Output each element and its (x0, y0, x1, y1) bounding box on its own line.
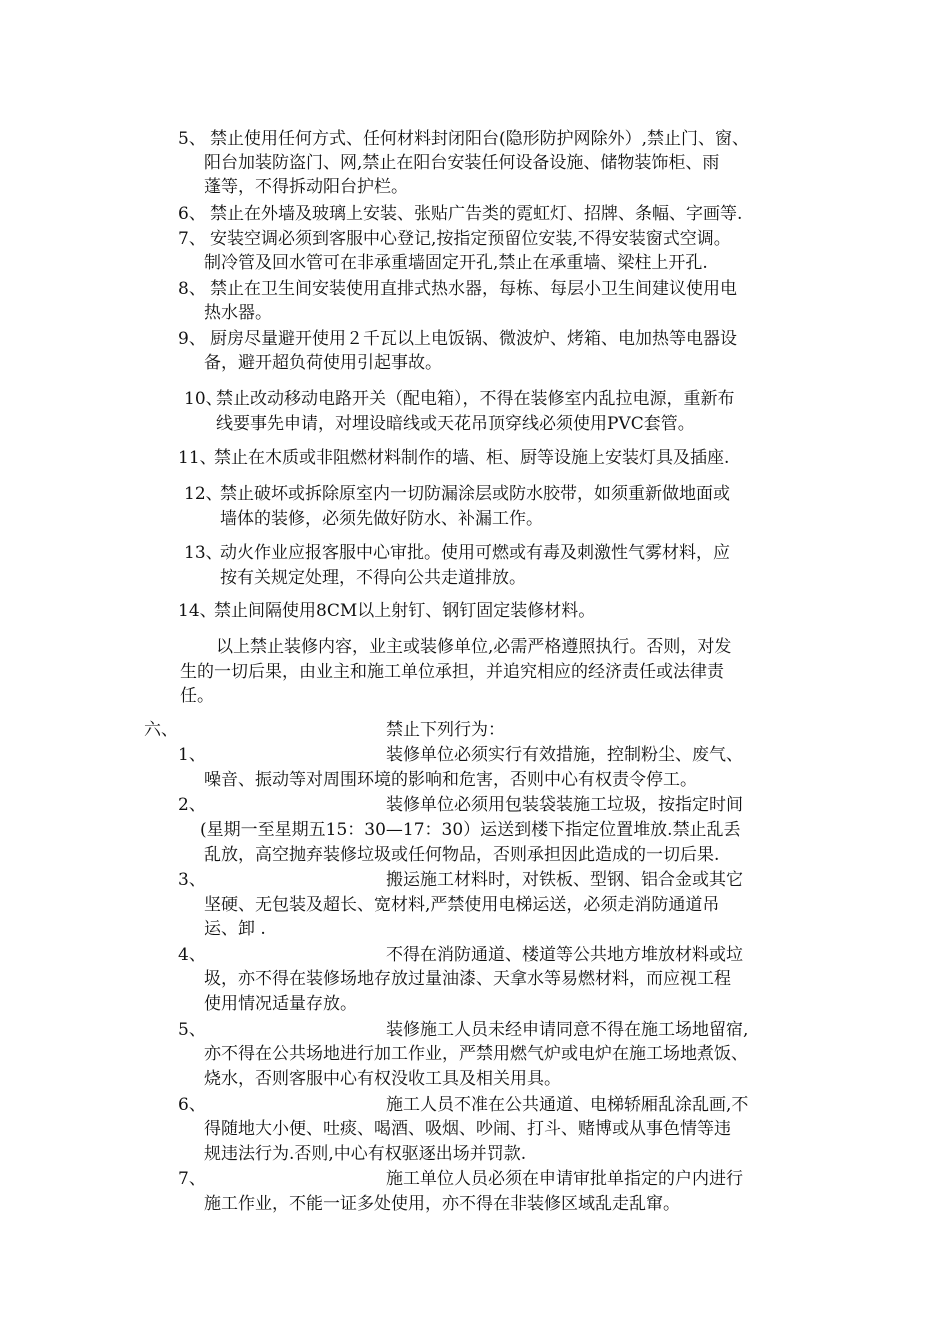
item-text-line: 墙体的装修，必须先做好防水、补漏工作。 (220, 509, 543, 529)
item-number: 3、 (178, 870, 206, 890)
item-text-line: 禁止破坏或拆除原室内一切防漏涂层或防水胶带，如须重新做地面或 (220, 484, 730, 504)
item-text-line: 禁止在木质或非阻燃材料制作的墙、柜、厨等设施上安装灯具及插座. (214, 448, 730, 468)
item-text-line: 禁止在外墙及玻璃上安装、张贴广告类的霓虹灯、招牌、条幅、字画等. (210, 204, 743, 224)
item-number: 5、 (178, 129, 206, 149)
item-text-line: 禁止改动移动电路开关（配电箱），不得在装修室内乱拉电源，重新布 (216, 389, 735, 409)
item-text-line: 禁止间隔使用8CM以上射钉、钢钉固定装修材料。 (214, 601, 596, 621)
item-number: 12、 (184, 484, 223, 504)
item-text-line: 不得在消防通道、楼道等公共地方堆放材料或垃 (386, 945, 743, 965)
item-text-line: 蓬等，不得拆动阳台护栏。 (204, 177, 408, 197)
item-text-line: 按有关规定处理，不得向公共走道排放。 (220, 568, 526, 588)
item-number: 5、 (178, 1020, 206, 1040)
item-number: 8、 (178, 279, 206, 299)
item-text-line: 禁止使用任何方式、任何材料封闭阳台(隐形防护网除外）,禁止门、窗、 (210, 129, 750, 149)
item-text-line: 乱放，高空抛弃装修垃圾或任何物品，否则承担因此造成的一切后果. (204, 845, 720, 865)
item-text-line: 制冷管及回水管可在非承重墙固定开孔,禁止在承重墙、梁柱上开孔. (204, 253, 708, 273)
item-text-line: 线要事先申请，对埋设暗线或天花吊顶穿线必须使用PVC套管。 (216, 414, 695, 434)
item-text-line: 厨房尽量避开使用２千瓦以上电饭锅、微波炉、烤箱、电加热等电器设 (210, 329, 737, 349)
item-text-line: 圾，亦不得在装修场地存放过量油漆、天拿水等易燃材料，而应视工程 (204, 969, 731, 989)
item-number: 2、 (178, 795, 206, 815)
item-text-line: 规违法行为.否则,中心有权驱逐出场并罚款. (204, 1144, 527, 1164)
paragraph-line: 生的一切后果，由业主和施工单位承担，并追究相应的经济责任或法律责 (180, 662, 724, 682)
item-text-line: 烧水，否则客服中心有权没收工具及相关用具。 (204, 1069, 561, 1089)
item-text-line: 装修单位必须用包装袋装施工垃圾，按指定时间 (386, 795, 743, 815)
item-text-line: 装修单位必须实行有效措施，控制粉尘、废气、 (386, 745, 743, 765)
item-text-line: 得随地大小便、吐痰、喝酒、吸烟、吵闹、打斗、赌博或从事色情等违 (204, 1119, 731, 1139)
item-number: 11、 (178, 448, 217, 468)
paragraph-line: 任。 (180, 686, 214, 706)
item-text-line: 施工人员不准在公共通道、电梯轿厢乱涂乱画,不 (386, 1095, 749, 1115)
item-text-line: 亦不得在公共场地进行加工作业，严禁用燃气炉或电炉在施工场地煮饭、 (204, 1044, 748, 1064)
item-number: 7、 (178, 229, 206, 249)
item-text-line: 使用情况适量存放。 (204, 994, 357, 1014)
section-title: 禁止下列行为： (386, 720, 505, 740)
item-number: 13、 (184, 543, 223, 563)
item-text-line: 噪音、振动等对周围环境的影响和危害，否则中心有权责令停工。 (204, 770, 697, 790)
item-number: 14、 (178, 601, 217, 621)
item-text-line: 装修施工人员未经申请同意不得在施工场地留宿, (386, 1020, 749, 1040)
item-text-line: 阳台加装防盗门、网,禁止在阳台安装任何设备设施、储物装饰柜、雨 (204, 153, 720, 173)
item-text-line: 施工单位人员必须在申请审批单指定的户内进行 (386, 1169, 743, 1189)
item-text-line: 坚硬、无包装及超长、宽材料,严禁使用电梯运送，必须走消防通道吊 (204, 895, 720, 915)
item-number: 10、 (184, 389, 223, 409)
item-text-line: 备，避开超负荷使用引起事故。 (204, 353, 442, 373)
item-number: 9、 (178, 329, 206, 349)
item-text-line: (星期一至星期五15：30—17：30）运送到楼下指定位置堆放.禁止乱丢 (200, 820, 741, 840)
item-number: 6、 (178, 204, 206, 224)
section-number: 六、 (144, 720, 178, 740)
item-number: 7、 (178, 1169, 206, 1189)
item-number: 1、 (178, 745, 206, 765)
item-text-line: 搬运施工材料时，对铁板、型钢、铝合金或其它 (386, 870, 743, 890)
item-number: 6、 (178, 1095, 206, 1115)
item-text-line: 禁止在卫生间安装使用直排式热水器，每栋、每层小卫生间建议使用电 (210, 279, 737, 299)
item-number: 4、 (178, 945, 206, 965)
item-text-line: 热水器。 (204, 303, 272, 323)
paragraph-line: 以上禁止装修内容，业主或装修单位,必需严格遵照执行。否则，对发 (216, 637, 732, 657)
item-text-line: 动火作业应报客服中心审批。使用可燃或有毒及刺激性气雾材料，应 (220, 543, 730, 563)
item-text-line: 运、卸 . (204, 919, 266, 939)
item-text-line: 施工作业，不能一证多处使用，亦不得在非装修区域乱走乱窜。 (204, 1194, 680, 1214)
item-text-line: 安装空调必须到客服中心登记,按指定预留位安装,不得安装窗式空调。 (210, 229, 731, 249)
